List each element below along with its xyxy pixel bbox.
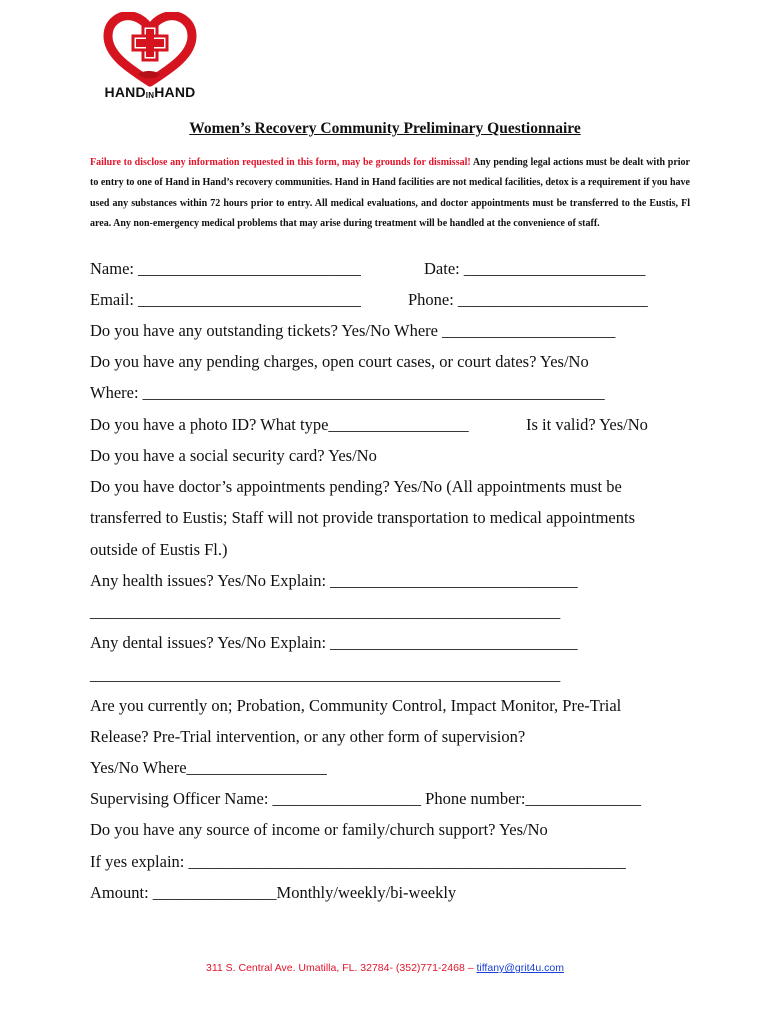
footer-email-link[interactable]: tiffany@grit4u.com <box>476 962 564 974</box>
doctor-appointments-question[interactable]: Do you have doctor’s appointments pending? Yes/No (All appointments must be <box>90 477 622 496</box>
amount-field[interactable]: Amount: _______________Monthly/weekly/bi-weekly <box>90 883 457 902</box>
email-field[interactable]: Email: ___________________________ <box>90 290 361 309</box>
supervision-question-line-2: Release? Pre-Trial intervention, or any other form of supervision? <box>90 727 526 746</box>
supervising-officer-field[interactable]: Supervising Officer Name: __________________ Phone number:______________ <box>90 789 642 808</box>
intro-body: Any pending legal actions must be dealt with prior to entry to one of Hand in Hand’s recovery communities. Hand in Hand facilities are not medical facilities, detox is a requirement if you have used any substances within 72 hours prior to entry. All medical evaluations, and doctor appointments must be transferred to the Eustis, Fl area. Any non-emergency medical problems that may arise during treatment will be handled at the convenience of staff. <box>90 157 690 229</box>
health-explain-blank[interactable]: _________________________________________________________ <box>90 602 561 621</box>
dental-issues-question[interactable]: Any dental issues? Yes/No Explain: ______________________________ <box>90 633 578 652</box>
income-explain-field[interactable]: If yes explain: _____________________________________________________ <box>90 852 626 871</box>
photo-id-question[interactable]: Do you have a photo ID? What type_________________ <box>90 415 469 434</box>
hand-in-hand-logo <box>102 12 198 104</box>
footer-address: 311 S. Central Ave. Umatilla, FL. 32784- (352)771-2468 – <box>206 962 477 974</box>
social-security-question[interactable]: Do you have a social security card? Yes/No <box>90 446 377 465</box>
charges-where-field[interactable]: Where: ________________________________________________________ <box>90 383 605 402</box>
logo-wordmark: HANDINHAND <box>104 84 196 100</box>
heart-cross-icon <box>102 12 198 92</box>
footer-contact <box>0 962 770 974</box>
date-field[interactable]: Date: ______________________ <box>424 259 646 278</box>
intro-paragraph <box>90 153 690 234</box>
name-field[interactable]: Name: ___________________________ <box>90 259 361 278</box>
supervision-where-field[interactable]: Yes/No Where_________________ <box>90 758 327 777</box>
charges-question[interactable]: Do you have any pending charges, open court cases, or court dates? Yes/No <box>90 352 589 371</box>
id-valid-question[interactable]: Is it valid? Yes/No <box>526 415 648 434</box>
income-question[interactable]: Do you have any source of income or family/church support? Yes/No <box>90 820 548 839</box>
dismissal-warning: Failure to disclose any information requested in this form, may be grounds for dismissal! <box>90 157 471 168</box>
doctor-appointments-line-3: outside of Eustis Fl.) <box>90 540 228 559</box>
dental-explain-blank[interactable]: _________________________________________________________ <box>90 665 561 684</box>
tickets-question[interactable]: Do you have any outstanding tickets? Yes/No Where _____________________ <box>90 321 616 340</box>
phone-field[interactable]: Phone: _______________________ <box>408 290 648 309</box>
doctor-appointments-line-2: transferred to Eustis; Staff will not provide transportation to medical appointments <box>90 508 635 527</box>
supervision-question: Are you currently on; Probation, Community Control, Impact Monitor, Pre-Trial <box>90 696 622 715</box>
health-issues-question[interactable]: Any health issues? Yes/No Explain: ______________________________ <box>90 571 578 590</box>
form-title: Women’s Recovery Community Preliminary Questionnaire <box>189 120 581 137</box>
